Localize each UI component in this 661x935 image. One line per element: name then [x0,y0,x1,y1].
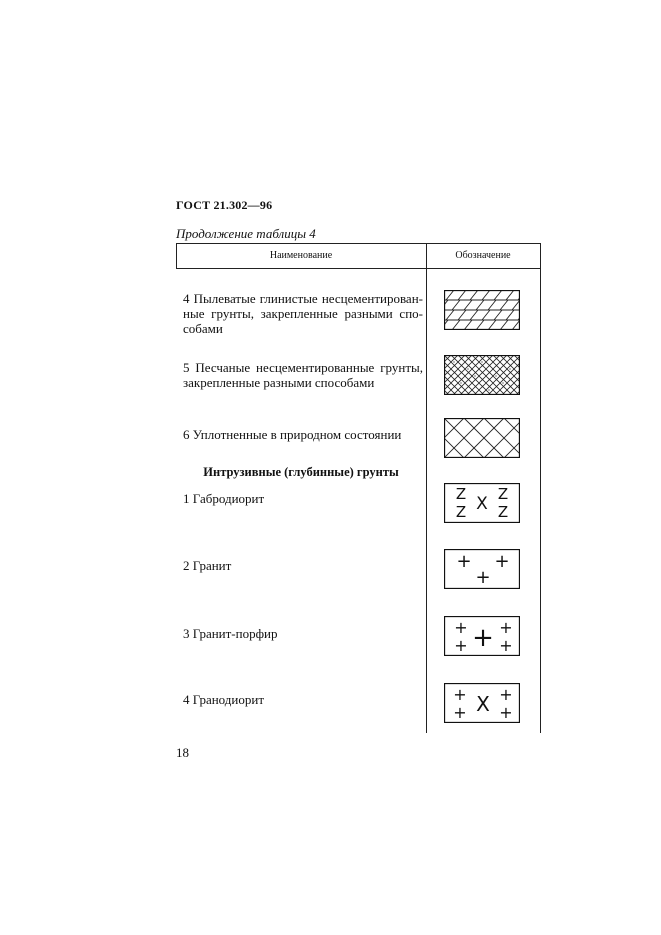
table-row-text: 3 Гранит-порфир [183,626,278,641]
document-code: ГОСТ 21.302—96 [176,198,273,212]
table-row-text: 4 Пылеватые глинистые несцементирован-ные грунты, закрепленные разными спо-собами [183,291,423,336]
plus-glyph: + [499,618,513,637]
table-row-text: 4 Гранодиорит [183,692,265,707]
plus-glyph: + [454,618,468,637]
table-header-border [176,268,540,269]
plus-glyph: + [499,703,513,722]
x-glyph: X [476,494,488,514]
big-plus-glyph: + [472,623,494,653]
plus-glyph: + [475,567,491,588]
table-right-border [540,243,541,733]
plus-glyph: + [453,703,467,722]
table-caption: Продолжение таблицы 4 [176,226,316,241]
table-row-text: 6 Уплотненные в природном состоянии [183,427,402,442]
table-row-text: 2 Гранит [183,558,232,573]
plus-glyph: + [454,636,468,655]
z-glyph: Z [455,503,467,521]
table-row-text: 1 Габродиорит [183,491,265,506]
table-column-divider [426,243,427,733]
z-glyph: Z [497,503,509,521]
diagonal-brick-hatch-symbol [444,290,520,330]
section-title: Интрузивные (глубинные) грунты [203,465,399,479]
table-top-border [176,243,540,244]
x-glyph: X [476,692,490,716]
plus-pattern-symbol [444,549,520,589]
table-row-text: 5 Песчаные несцементированные грунты, закрепленные разными способами [183,360,423,390]
sparse-crosshatch-symbol [444,418,520,458]
z-glyph: Z [497,485,509,503]
plus-big-plus-pattern-symbol [444,616,520,656]
z-x-pattern-symbol [444,483,520,523]
z-glyph: Z [455,485,467,503]
column-header-name: Наименование [269,250,333,261]
dense-crosshatch-symbol [444,355,520,395]
page-number: 18 [176,745,189,760]
plus-glyph: + [494,551,510,572]
plus-x-pattern-symbol [444,683,520,723]
plus-glyph: + [499,636,513,655]
column-header-symbol: Обозначение [455,250,511,261]
plus-glyph: + [456,551,472,572]
plus-glyph: + [499,685,513,704]
plus-glyph: + [453,685,467,704]
